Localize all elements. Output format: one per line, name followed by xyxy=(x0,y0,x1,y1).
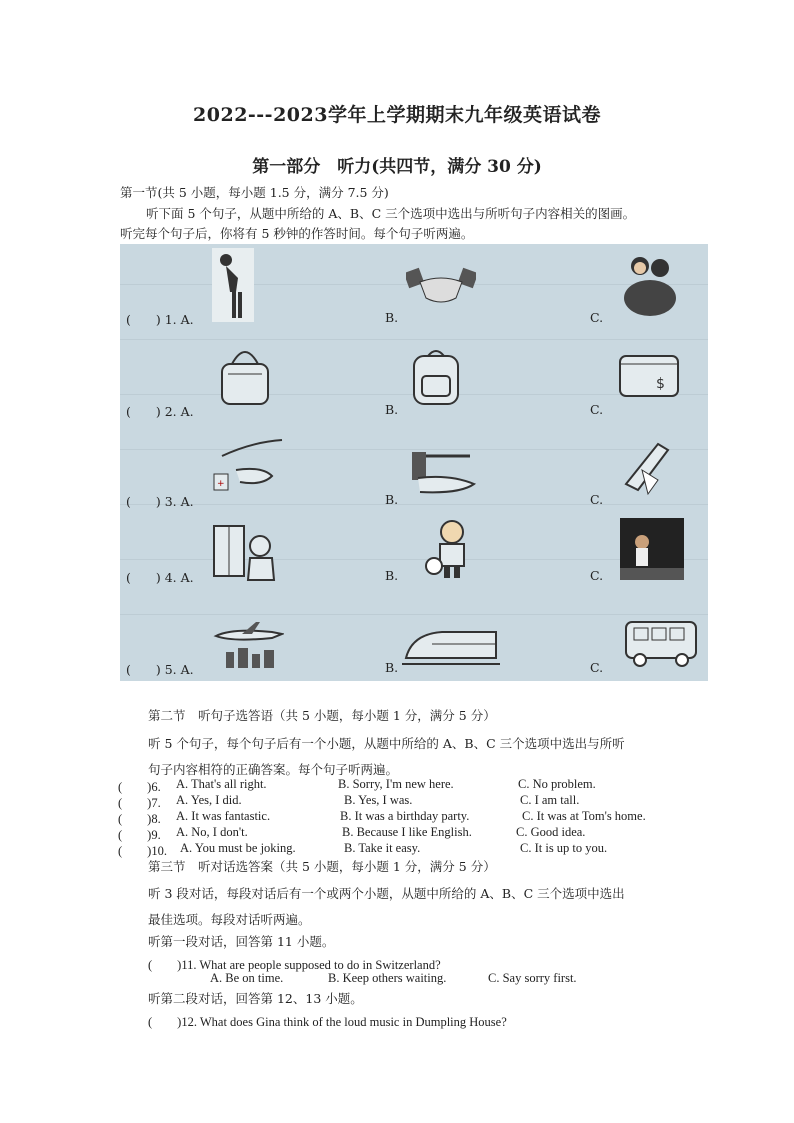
question-4-label: ( ) 4. A. xyxy=(126,570,194,585)
section3-intro-line2: 最佳选项。每段对话听两遍。 xyxy=(148,912,311,927)
question-1-option-c: C. xyxy=(590,310,604,325)
question-1-label: ( ) 1. A. xyxy=(126,312,194,327)
boy-playing-ball-icon xyxy=(422,518,478,582)
question-1-option-b: B. xyxy=(385,310,399,325)
option-a: A. You must be joking. xyxy=(180,841,296,855)
section3-intro xyxy=(148,881,688,933)
hugging-people-icon xyxy=(618,252,682,316)
question-12: ( )12. What does Gina think of the loud music in Dumpling House? xyxy=(148,1015,507,1029)
question-5-option-b: B. xyxy=(385,660,399,675)
child-at-blackboard-icon xyxy=(620,518,684,580)
option-b: B. Yes, I was. xyxy=(344,793,413,807)
exam-title: 2022---2023学年上学期期末九年级英语试卷 xyxy=(193,104,601,126)
question-2-option-b: B. xyxy=(385,402,399,417)
question-number: ( )7. xyxy=(118,796,161,810)
question-number: ( )9. xyxy=(118,828,161,842)
option-a: A. It was fantastic. xyxy=(176,809,271,823)
question-2-option-c: C. xyxy=(590,402,604,417)
option-c: C. Good idea. xyxy=(516,825,586,839)
question-3-option-c: C. xyxy=(590,492,604,507)
girl-at-window-icon xyxy=(212,524,278,582)
question-5-label: ( ) 5. A. xyxy=(126,662,194,677)
question-11-option-b: B. Keep others waiting. xyxy=(328,971,447,985)
section1-intro-line1: 听下面 5 个句子，从题中所给的 A、B、C 三个选项中选出与所听句子内容相关的图画。 xyxy=(146,206,636,221)
bandaged-arm-icon xyxy=(618,440,674,500)
handbag-icon xyxy=(218,340,272,410)
high-speed-train-icon xyxy=(402,624,500,670)
section1-intro-line2: 听完每个句子后，你将有 5 秒钟的作答时间。每个句子听两遍。 xyxy=(120,226,474,241)
section3-heading: 第三节 听对话选答案（共 5 小题，每小题 1 分，满分 5 分） xyxy=(148,859,496,874)
option-a: A. Yes, I did. xyxy=(176,793,242,807)
question-number: ( )6. xyxy=(118,780,161,794)
question-11: ( )11. What are people supposed to do in Switzerland? xyxy=(148,958,441,972)
washing-arm-icon xyxy=(410,448,482,500)
bowing-man-icon xyxy=(212,248,254,322)
question-11-option-a: A. Be on time. xyxy=(210,971,284,985)
option-b: B. Sorry, I'm new here. xyxy=(338,777,454,791)
airplane-icon xyxy=(212,616,284,672)
part-title: 第一部分 听力(共四节，满分 30 分) xyxy=(252,157,542,177)
section2-heading: 第二节 听句子选答语（共 5 小题，每小题 1 分，满分 5 分） xyxy=(148,708,496,723)
option-a: A. No, I don't. xyxy=(176,825,248,839)
option-b: B. Because I like English. xyxy=(342,825,472,839)
section3-intro-line1: 听 3 段对话，每段对话后有一个或两个小题，从题中所给的 A、B、C 三个选项中选出 xyxy=(148,886,625,901)
svg-text:$: $ xyxy=(656,376,665,392)
section2-intro-line2: 句子内容相符的正确答案。每个句子听两遍。 xyxy=(148,762,399,777)
wound-medicine-icon xyxy=(212,436,284,492)
question-5-option-c: C. xyxy=(590,660,604,675)
section2-intro xyxy=(148,731,688,783)
option-c: C. I am tall. xyxy=(520,793,580,807)
option-c: C. It is up to you. xyxy=(520,841,608,855)
svg-text:+: + xyxy=(217,479,225,489)
handshake-icon xyxy=(406,266,476,310)
section1-heading: 第一节(共 5 小题，每小题 1.5 分，满分 7.5 分) xyxy=(120,185,389,200)
picture-questions-photo xyxy=(120,244,708,681)
wallet-icon xyxy=(616,348,682,404)
dialogue2-instruction: 听第二段对话，回答第 12、13 小题。 xyxy=(148,991,363,1006)
bus-icon xyxy=(616,614,702,668)
question-4-option-c: C. xyxy=(590,568,604,583)
question-number: ( )8. xyxy=(118,812,161,826)
question-2-label: ( ) 2. A. xyxy=(126,404,194,419)
option-c: C. No problem. xyxy=(518,777,596,791)
question-11-option-c: C. Say sorry first. xyxy=(488,971,577,985)
dialogue1-instruction: 听第一段对话，回答第 11 小题。 xyxy=(148,934,335,949)
question-number: ( )10. xyxy=(118,844,167,858)
section2-intro-line1: 听 5 个句子，每个句子后有一个小题，从题中所给的 A、B、C 三个选项中选出与所听 xyxy=(148,736,625,751)
question-3-label: ( ) 3. A. xyxy=(126,494,194,509)
question-4-option-b: B. xyxy=(385,568,399,583)
question-3-option-b: B. xyxy=(385,492,399,507)
option-b: B. Take it easy. xyxy=(344,841,421,855)
backpack-icon xyxy=(408,346,464,408)
option-a: A. That's all right. xyxy=(176,777,267,791)
option-c: C. It was at Tom's home. xyxy=(522,809,646,823)
option-b: B. It was a birthday party. xyxy=(340,809,470,823)
